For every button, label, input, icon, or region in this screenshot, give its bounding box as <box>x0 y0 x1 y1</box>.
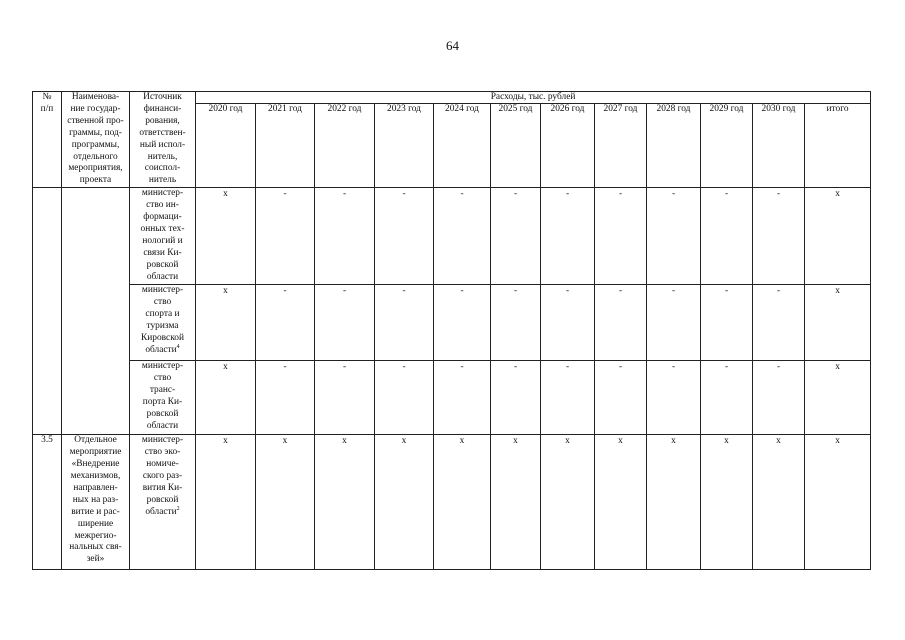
year-header: 2024 год <box>434 104 491 188</box>
num-cell <box>33 188 62 435</box>
total-cell: х <box>805 361 871 435</box>
value-cell: - <box>434 188 491 285</box>
value-cell: х <box>491 435 541 570</box>
value-cell: - <box>647 188 701 285</box>
name-col-header: Наименова- ние государ- ственной про- граммы, под- программы, отдельного мероприятия, проекта <box>62 92 130 188</box>
page-number: 64 <box>446 38 459 53</box>
value-cell: х <box>541 435 595 570</box>
source-col-header: Источник финанси- рования, ответствен- ный испол- нитель, соиспол- нитель <box>130 92 196 188</box>
year-header: 2021 год <box>256 104 315 188</box>
value-cell: х <box>315 435 375 570</box>
name-cell: Отдельное мероприятие «Внедрение механизмов, направлен- ных на раз- витие и рас- ширение межрегио- нальных свя- зей» <box>62 435 130 570</box>
value-cell: - <box>647 285 701 361</box>
header-row <box>33 92 871 104</box>
value-cell: х <box>701 435 753 570</box>
year-header: 2029 год <box>701 104 753 188</box>
year-header: 2022 год <box>315 104 375 188</box>
value-cell: - <box>701 188 753 285</box>
value-cell: х <box>196 188 256 285</box>
value-cell: - <box>491 285 541 361</box>
name-cell <box>62 188 130 435</box>
value-cell: - <box>701 285 753 361</box>
total-cell: х <box>805 285 871 361</box>
source-cell: министер- ство ин- формаци- онных тех- нологий и связи Ки- ровской области <box>130 188 196 285</box>
value-cell: х <box>256 435 315 570</box>
value-cell: - <box>541 361 595 435</box>
value-cell: х <box>196 361 256 435</box>
year-header: 2025 год <box>491 104 541 188</box>
value-cell: - <box>315 188 375 285</box>
value-cell: - <box>595 361 647 435</box>
total-cell: х <box>805 188 871 285</box>
table-row <box>33 435 871 570</box>
value-cell: х <box>196 435 256 570</box>
num-col-header: № п/п <box>33 92 62 188</box>
value-cell: - <box>541 285 595 361</box>
value-cell: - <box>315 285 375 361</box>
table-row <box>33 285 871 361</box>
value-cell: х <box>375 435 434 570</box>
num-cell: 3.5 <box>33 435 62 570</box>
year-header: 2027 год <box>595 104 647 188</box>
source-cell: министер- ство эко- номиче- ского раз- вития Ки- ровской области$^2$ <box>130 435 196 570</box>
table-row <box>33 188 871 285</box>
value-cell: - <box>375 188 434 285</box>
value-cell: х <box>647 435 701 570</box>
value-cell: - <box>647 361 701 435</box>
value-cell: - <box>256 188 315 285</box>
value-cell: - <box>434 361 491 435</box>
value-cell: - <box>491 361 541 435</box>
value-cell: - <box>256 285 315 361</box>
total-header: итого <box>805 104 871 188</box>
value-cell: - <box>595 285 647 361</box>
year-header: 2028 год <box>647 104 701 188</box>
value-cell: - <box>375 285 434 361</box>
total-cell: х <box>805 435 871 570</box>
value-cell: - <box>753 285 805 361</box>
source-cell: министер- ство спорта и туризма Кировской области$^4$ <box>130 285 196 361</box>
value-cell: х <box>595 435 647 570</box>
value-cell: - <box>434 285 491 361</box>
year-header: 2026 год <box>541 104 595 188</box>
value-cell: х <box>753 435 805 570</box>
value-cell: - <box>541 188 595 285</box>
source-cell: министер- ство транс- порта Ки- ровской области <box>130 361 196 435</box>
expenses-table <box>32 91 871 570</box>
year-header: 2023 год <box>375 104 434 188</box>
value-cell: - <box>701 361 753 435</box>
value-cell: х <box>196 285 256 361</box>
value-cell: - <box>256 361 315 435</box>
value-cell: х <box>434 435 491 570</box>
value-cell: - <box>753 188 805 285</box>
value-cell: - <box>595 188 647 285</box>
value-cell: - <box>315 361 375 435</box>
value-cell: - <box>375 361 434 435</box>
year-header: 2030 год <box>753 104 805 188</box>
value-cell: - <box>753 361 805 435</box>
year-header: 2020 год <box>196 104 256 188</box>
table-row <box>33 361 871 435</box>
value-cell: - <box>491 188 541 285</box>
expenses-caption: Расходы, тыс. рублей <box>196 92 871 104</box>
